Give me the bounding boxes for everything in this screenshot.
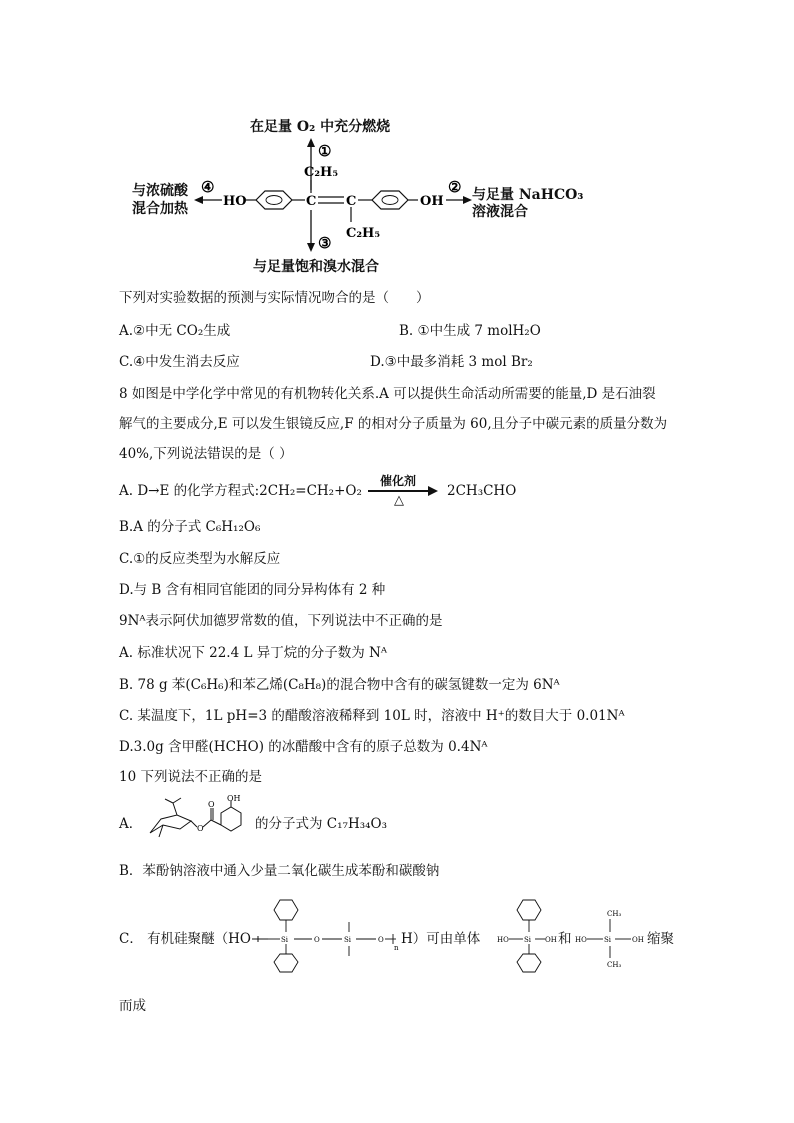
right-carbon: C [346,194,357,209]
q7-stem: 下列对实验数据的预测与实际情况吻合的是（ ） [119,290,430,306]
ester-o: O [197,824,204,833]
q9-stem: 9Nᴬ表示阿伏加德罗常数的值，下列说法中不正确的是 [119,613,443,629]
q10-option-c-and: 和 [558,931,572,947]
q8-option-d: D.与 B 含有相同官能团的同分异构体有 2 种 [119,582,386,598]
circle-1: ① [318,142,332,160]
circle-3: ③ [318,234,332,252]
heat-label: △ [394,493,404,508]
q9-option-d: D.3.0g 含甲醛(HCHO) 的冰醋酸中含有的原子总数为 0.4Nᴬ [119,739,488,755]
q8-option-b: B.A 的分子式 C₆H₁₂O₆ [119,519,261,535]
left-ho: HO [223,194,247,209]
subscript-n: n [394,944,399,952]
arrow-up-head [307,138,315,147]
q10-option-c-prefix: C． 有机硅聚醚（HO [119,931,251,947]
o-2: O [378,936,384,944]
q10-option-a-suffix: 的分子式为 C₁₇H₃₄O₃ [255,816,388,832]
q8-stem-line-1: 8 如图是中学化学中常见的有机物转化关系.A 可以提供生命活动所需要的能量,D 是石油裂 [119,386,656,402]
q8-option-c: C.①的反应类型为水解反应 [119,551,281,567]
left-condition-label-1: 与浓硫酸 [132,183,188,199]
q7-option-b: B. ①中生成 7 molH₂O [399,323,541,339]
q8-stem-line-3: 40%,下列说法错误的是（ ） [119,446,293,462]
ch3-top: CH₃ [607,910,622,918]
oh-right: OH [545,936,557,944]
ho-left-2: HO [575,936,587,944]
q10-option-c-suffix: 缩聚 [647,931,674,947]
arrow-down-head [307,243,315,252]
circle-2: ② [448,178,462,196]
q10-option-c-mid: H）可由单体 [401,931,481,947]
arrow-left-head [194,196,203,204]
q8-stem-line-2: 解气的主要成分,E 可以发生银镜反应,F 的相对分子质量为 60,且分子中碳元素的质量分数为 [119,416,668,432]
right-oh: OH [420,194,444,209]
oh-right-2: OH [632,936,644,944]
si-1: Si [281,936,289,944]
si-2: Si [344,936,352,944]
q10-option-b: B．苯酚钠溶液中通入少量二氧化碳生成苯酚和碳酸钠 [119,863,440,879]
right-benzene-ring [372,191,408,209]
q7-option-d: D.③中最多消耗 3 mol Br₂ [370,354,533,370]
left-carbon: C [306,194,317,209]
q10-option-a-prefix: A． [119,816,143,832]
q7-option-a: A.②中无 CO₂生成 [119,323,231,339]
scheme-structure [0,0,794,300]
q7-option-c: C.④中发生消去反应 [119,354,240,370]
q9-option-c: C. 某温度下，1L pH=3 的醋酸溶液稀释到 10L 时，溶液中 H⁺的数目大于 0.01Nᴬ [119,708,625,724]
q8-reaction-arrow [366,472,440,512]
bottom-substituent: C₂H₅ [346,226,381,241]
ch3-bottom: CH₃ [607,961,622,969]
top-substituent: C₂H₅ [304,165,339,180]
right-condition-label-1: 与足量 NaHCO₃ [472,187,584,203]
si-4: Si [604,936,612,944]
q9-option-b: B. 78 g 苯(C₆H₆)和苯乙烯(C₈H₈)的混合物中含有的碳氢键数一定为 6Nᴬ [119,677,560,693]
q10-option-c-tail: 而成 [119,998,146,1014]
q9-option-a: A. 标准状况下 22.4 L 异丁烷的分子数为 Nᴬ [119,645,387,661]
q8-option-a-right: 2CH₃CHO [447,483,517,499]
left-benzene-ring [256,191,292,209]
top-condition-label: 在足量 O₂ 中充分燃烧 [250,119,391,135]
q10-stem: 10 下列说法不正确的是 [119,769,262,785]
bottom-condition-label: 与足量饱和溴水混合 [253,259,379,275]
si-3: Si [524,936,532,944]
phenol-oh: OH [227,795,241,803]
circle-4: ④ [201,178,215,196]
left-condition-label-2: 混合加热 [132,201,188,217]
carbonyl-o: O [208,800,215,809]
arrow-right-head [463,196,472,204]
q8-option-a-left: A. D→E 的化学方程式:2CH₂=CH₂+O₂ [119,483,362,499]
dimethylsilanediol-structure [573,896,647,976]
right-condition-label-2: 溶液混合 [472,204,528,220]
ho-left: HO [497,936,509,944]
menthyl-salicylate-structure [145,795,255,850]
diphenylsilanediol-structure [497,896,561,976]
polysiloxane-structure [252,896,402,976]
o-1: O [314,936,320,944]
catalyst-label: 催化剂 [380,474,417,488]
